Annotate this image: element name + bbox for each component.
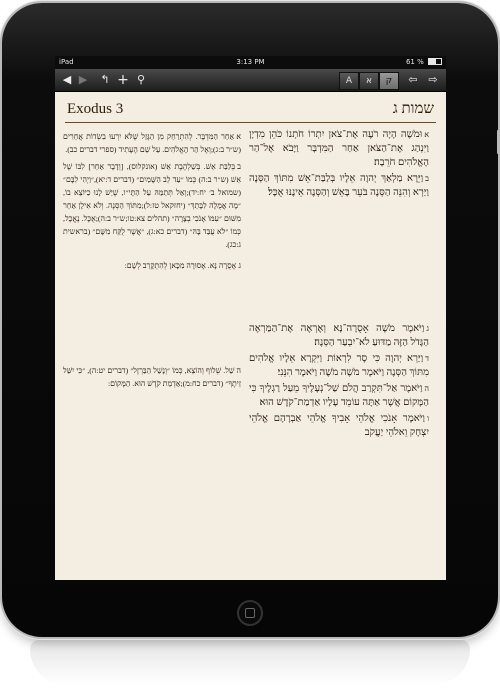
status-bar [55,56,446,69]
screen [55,56,446,580]
verse[interactable]: ווַיֹּאמֶר אָנֹכִי אֱלֹהֵי אָבִיךָ אֱלֹהֵי אַבְרָהָם אֱלֹהֵי יִצְחָק וֵאלֹהֵי יַעֲקֹב [249,413,429,438]
verse[interactable]: דוַיַּרְא יְהוָה כִּי סָר לִרְאוֹת וַיִּקְרָא אֵלָיו אֱלֹהִים מִתּוֹךְ הַסְּנֶה וַיֹּאמֶר מֹשֶׁה מֹשֶׁה וַיֹּאמֶר הִנֵּנִי׃ [249,353,429,378]
rashi-commentary-column [63,130,241,392]
commentary-entry[interactable]: גאָסֻרָה נָּא. אָסוּרָה מִכָּאן לְהִתְקָרֵב לְשָׁם: [124,261,241,270]
toolbar [55,69,446,92]
battery-indicator [406,56,442,69]
search-icon[interactable]: ⚲ [136,73,146,86]
commentary-entry[interactable]: בבְּלַבַּת אֵשׁ. בְּשַׁלְהֶבֶת אֵשׁ (אונקלוס), [וְדָבָר אַחֵר] לִבּוֹ שֶׁל אֵשׁ (ש״ר ב:ה) כְּמוֹ ״עַד לֵב הַשָּׁמַיִם״ (דברים ד:יא),״וַיְהִי לִבָּם״ (שמואל ב׳ יח:יד);וְאַל תְּתַמַּהּ עַל הַתָּי״ו, שֶׁיֵּשׁ לָנוּ כַיּוֹצֵא בוֹ, ״מָה אֲמֻלָה לִבָּתֵךְ״ (יחזקאל טז:ל);מִתּוֹךְ הַסְּנֶה. וְלֹא אִילָן אַחֵר מִשּׁוּם ״עִמּוֹ אָנֹכִי בְצָרָה״ (תהלים צא:טו;ש״ר ב:ה);אֻכָּל. נֶאֱכָל, כְּמוֹ ״לֹא עֻבַּד בָּהּ״ (דברים כא:ג), ״אֲשֶׁר לֻקַּח מִשָּׁם״ (בראשית ג:כג). [63,162,241,249]
forward-icon[interactable]: ▶ [78,73,88,86]
verse[interactable]: בוַיֵּרָא מַלְאַךְ יְהוָה אֵלָיו בְּלַבַּת־אֵשׁ מִתּוֹךְ הַסְּנֶה וַיַּרְא וְהִנֵּה הַסְּנֶה בֹּעֵר בָּאֵשׁ וְהַסְּנֶה אֵינֶנּוּ אֻכָּל׃ [249,173,429,198]
torah-text-column [249,128,429,442]
previous-chapter-icon[interactable]: ⇦ [408,73,418,86]
commentary-entry[interactable]: אאַחַר הַמִּדְבָּר. לְהִתְרַחֵק מִן הַגָּזֵל שֶׁלֹּא יִרְעוּ בִשְׂדוֹת אֲחֵרִים (ש״ר ב:ג);וְאֶל הַר הָאֱלֹהִים. עַל שֵׁם הֶעָתִיד (ספרי דברים כב). [63,132,241,154]
home-button[interactable] [237,600,263,626]
column-gap [63,274,241,364]
back-icon[interactable]: ◀ [62,73,72,86]
carrier-label: iPad [59,58,74,66]
commentary-mode-button[interactable]: ק [379,72,399,90]
verse[interactable]: אוּמֹשֶׁה הָיָה רֹעֶה אֶת־צֹאן יִתְרוֹ חֹתְנוֹ כֹּהֵן מִדְיָן וַיִּנְהַג אֶת־הַצֹּאן אַחַר הַמִּדְבָּר וַיָּבֹא אֶל־הַר הָאֱלֹהִים חֹרֵבָה׃ [249,129,429,168]
battery-percent: 61 % [405,58,424,66]
book-page [55,92,446,580]
battery-icon [428,58,442,65]
add-icon[interactable]: + [117,72,129,88]
hebrew-mode-button[interactable]: א [359,72,379,90]
column-gap [249,202,429,262]
page-header [65,100,436,123]
english-mode-button[interactable]: A [339,72,359,90]
clock: 3:13 PM [236,58,265,66]
commentary-entry[interactable]: השַׁל. שְׁלוֹף וְהוֹצֵא, כְּמוֹ ״וְנָשַׁל הַבַּרְזֶל״ (דברים יט:ה), ״כִּי יִשַּׁל זֵיתֶךָ״ (דברים כח:מ);אַדְמַת קֹדֶשׁ הוּא. הַמָּקוֹם: [63,366,241,388]
undo-icon[interactable]: ↰ [100,73,110,86]
column-gap [249,262,429,322]
chapter-title-hebrew: שמות ג [392,101,434,117]
chapter-title-english: Exodus 3 [67,101,124,117]
verse[interactable]: גוַיֹּאמֶר מֹשֶׁה אָסֻרָה־נָּא וְאֶרְאֶה אֶת־הַמַּרְאֶה הַגָּדֹל הַזֶּה מַדּוּעַ לֹא־יִבְעַר הַסְּנֶה׃ [249,323,429,348]
next-chapter-icon[interactable]: ⇨ [428,73,438,86]
verse[interactable]: הוַיֹּאמֶר אַל־תִּקְרַב הֲלֹם שַׁל־נְעָלֶיךָ מֵעַל רַגְלֶיךָ כִּי הַמָּקוֹם אֲשֶׁר אַתָּה עוֹמֵד עָלָיו אַדְמַת־קֹדֶשׁ הוּא׃ [249,383,429,408]
device-reflection [30,640,470,685]
